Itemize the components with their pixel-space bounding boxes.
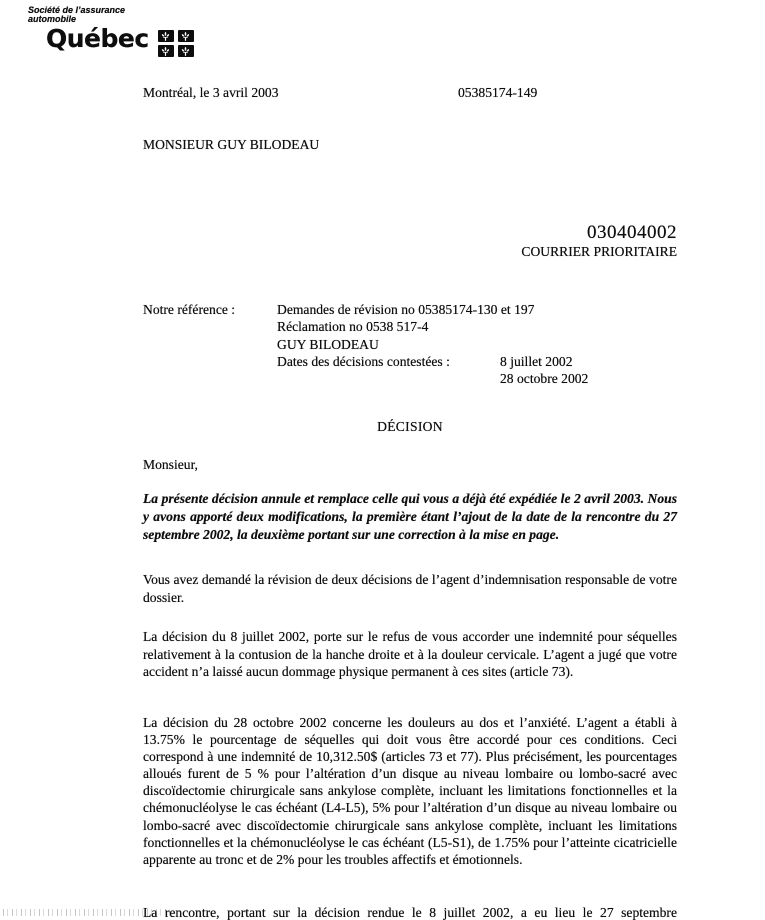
mail-class-label: COURRIER PRIORITAIRE — [521, 244, 677, 259]
reference-label: Notre référence : — [143, 302, 236, 317]
contested-date: 8 juillet 2002 — [500, 353, 573, 369]
reference-line: Demandes de révision no 05385174-130 et 197 — [277, 302, 535, 317]
quebec-wordmark: Québec — [46, 24, 149, 53]
body-paragraph: La décision du 28 octobre 2002 concerne les douleurs au dos et l’anxiété. L’agent a établi à 13.75% le pourcentage de séquelles qui doit vous être accordé pour ces conditions. Ceci correspond à une indemnité de 10,312.50$ (articles 73 et 77). Plus précisément, les pourcentages alloués furent de 5 % pour l’altération d’un disque au niveau lombaire ou lombo-sacré avec discoïdectomie chirurgicale sans ankylose complète, incluant les limitations fonctionnelles et la chémonucléolyse le cas échéant (L4-L5), 5% pour l’altération d’un disque au niveau lombaire ou lombo-sacré avec discoïdectomie chirurgicale sans ankylose complète, incluant les limitations fonctionnelles et la chémonucléolyse le cas échéant (L5-S1), de 1.75% pour l’atteinte cicatricielle apparente au tronc et de 2% pour les troubles affectifs et émotionnels. — [143, 715, 677, 867]
amendment-notice: La présente décision annule et remplace celle qui vous a déjà été expédiée le 2 avril 2003. Nous y avons apporté deux modifications, la première étant l’ajout de la date de la rencontre du 27 septembre 2002, la deuxième portant sur une correction à la mise en page. — [143, 491, 677, 542]
salutation: Monsieur, — [143, 457, 198, 472]
recipient-name: MONSIEUR GUY BILODEAU — [143, 137, 320, 152]
body-paragraph: La décision du 8 juillet 2002, porte sur le refus de vous accorder une indemnité pour séquelles relativement à la contusion de la hanche droite et à la douleur cervicale. L’agent a jugé que votre accident n’a laissé aucun dommage physique permanent à ces sites (article 73). — [143, 629, 677, 679]
contested-date: 28 octobre 2002 — [500, 371, 589, 387]
logo-line2: automobile — [28, 14, 77, 24]
fleur-de-lis-icon — [158, 30, 174, 42]
reference-values — [277, 301, 687, 387]
file-number: 05385174-149 — [458, 85, 538, 100]
scan-artifact — [3, 909, 171, 916]
fleur-de-lis-icon — [178, 30, 194, 42]
decision-heading: DÉCISION — [377, 419, 443, 434]
reference-line: GUY BILODEAU — [277, 336, 379, 352]
body-paragraph: Vous avez demandé la révision de deux décisions de l’agent d’indemnisation responsable de votre dossier. — [143, 572, 677, 605]
tracking-number: 030404002 — [587, 222, 677, 243]
saaq-logo — [28, 6, 194, 57]
fleur-de-lis-icon — [158, 45, 174, 57]
continuation-line-cutoff: La rencontre, portant sur la décision rendue le 8 juillet 2002, a eu lieu le 27 septembre — [143, 905, 677, 920]
logo-line1: Société de l’assurance — [28, 5, 126, 15]
contested-dates-row — [277, 353, 687, 387]
contested-dates-list — [500, 353, 588, 388]
quebec-flag-icon — [158, 30, 194, 57]
tracking-block — [143, 222, 677, 261]
date-line: Montréal, le 3 avril 2003 — [143, 85, 279, 100]
contested-dates-label: Dates des décisions contestées : — [277, 353, 450, 369]
fleur-de-lis-icon — [178, 45, 194, 57]
reference-line: Réclamation no 0538 517-4 — [277, 319, 429, 335]
